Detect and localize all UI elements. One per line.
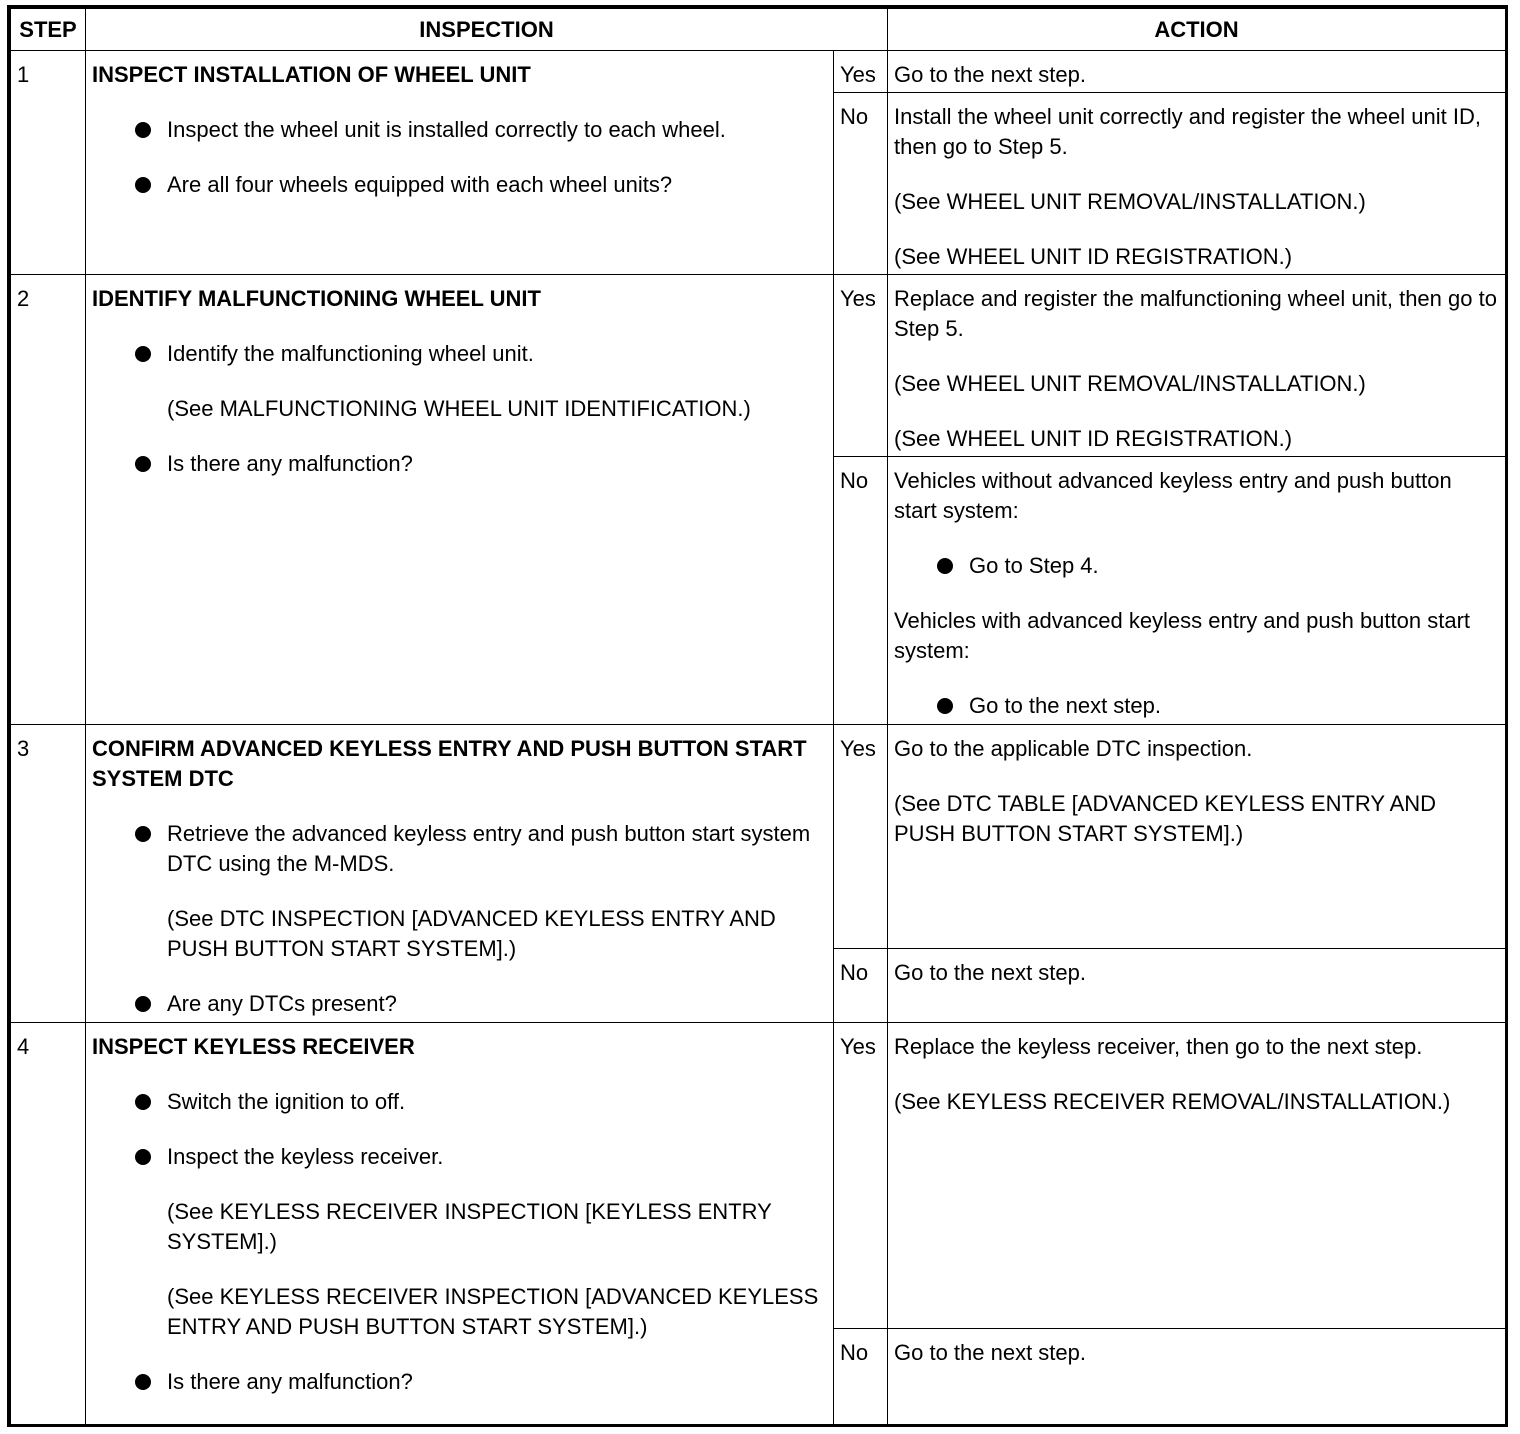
diagnostic-table [10,8,1506,1427]
bullet-icon [135,177,151,193]
diagnostic-procedure-page [7,5,1508,1427]
step-title: CONFIRM ADVANCED KEYLESS ENTRY AND PUSH BUTTON START SYSTEM DTC [92,736,807,791]
table-header-row [11,9,1506,51]
bullet-text: Inspect the wheel unit is installed correctly to each wheel. [167,117,726,142]
list-item [92,449,827,479]
action-text: Go to the next step. [894,62,1087,87]
reference-text: (See MALFUNCTIONING WHEEL UNIT IDENTIFICATION.) [167,396,751,421]
reference-text: (See WHEEL UNIT ID REGISTRATION.) [894,426,1293,451]
list-item [894,551,1499,581]
step-title: INSPECT KEYLESS RECEIVER [92,1034,415,1059]
bullet-text: Retrieve the advanced keyless entry and push button start system DTC using the M-MDS. [167,821,811,876]
action-text: Vehicles without advanced keyless entry and push button start system: [894,468,1452,523]
action-text: Replace the keyless receiver, then go to the next step. [894,1034,1423,1059]
yes-label: Yes [834,1023,888,1329]
yes-label: Yes [834,51,888,93]
list-item [92,1367,827,1397]
bullet-text: Are all four wheels equipped with each wheel units? [167,172,673,197]
bullet-icon [937,698,953,714]
bullet-text: Switch the ignition to off. [167,1089,406,1114]
table-row [11,1023,1506,1329]
list-item [92,170,827,200]
action-text: Go to the applicable DTC inspection. [894,736,1253,761]
step-number: 3 [11,725,86,1023]
no-action [888,1329,1506,1427]
bullet-text: Is there any malfunction? [167,1369,413,1394]
bullet-text: Go to Step 4. [969,553,1099,578]
action-text: Install the wheel unit correctly and register the wheel unit ID, then go to Step 5. [894,104,1481,159]
reference-text: (See KEYLESS RECEIVER REMOVAL/INSTALLATION.) [894,1089,1451,1114]
yes-action [888,725,1506,949]
bullet-text: Are any DTCs present? [167,991,397,1016]
inspection-cell [86,1023,834,1427]
step-title: INSPECT INSTALLATION OF WHEEL UNIT [92,62,531,87]
reference-text: (See WHEEL UNIT REMOVAL/INSTALLATION.) [894,189,1366,214]
bullet-icon [135,996,151,1012]
action-text: Go to the next step. [894,1340,1087,1365]
no-action [888,457,1506,725]
step-title: IDENTIFY MALFUNCTIONING WHEEL UNIT [92,286,541,311]
action-text: Go to the next step. [894,960,1087,985]
yes-label: Yes [834,275,888,457]
table-row [11,275,1506,457]
reference-text: (See KEYLESS RECEIVER INSPECTION [ADVANCED KEYLESS ENTRY AND PUSH BUTTON START SYSTEM].) [167,1284,819,1339]
yes-action [888,275,1506,457]
inspection-cell [86,725,834,1023]
bullet-icon [135,122,151,138]
no-label: No [834,457,888,725]
bullet-icon [135,1374,151,1390]
list-item [92,819,827,879]
bullet-icon [135,826,151,842]
reference-text: (See DTC TABLE [ADVANCED KEYLESS ENTRY AND PUSH BUTTON START SYSTEM].) [894,791,1437,846]
list-item [92,1142,827,1172]
header-action: ACTION [888,9,1506,51]
list-item [92,989,827,1019]
no-label: No [834,1329,888,1427]
bullet-icon [135,456,151,472]
header-step: STEP [11,9,86,51]
step-number: 1 [11,51,86,275]
list-item [92,1087,827,1117]
reference-text: (See DTC INSPECTION [ADVANCED KEYLESS ENTRY AND PUSH BUTTON START SYSTEM].) [167,906,776,961]
bullet-text: Inspect the keyless receiver. [167,1144,444,1169]
reference-text: (See WHEEL UNIT ID REGISTRATION.) [894,244,1293,269]
inspection-cell [86,51,834,275]
bullet-icon [135,1149,151,1165]
step-number: 4 [11,1023,86,1427]
bullet-icon [135,1094,151,1110]
table-row [11,51,1506,93]
no-action [888,93,1506,275]
list-item [894,691,1499,721]
step-number: 2 [11,275,86,725]
list-item [92,115,827,145]
action-text: Replace and register the malfunctioning wheel unit, then go to Step 5. [894,286,1497,341]
bullet-text: Is there any malfunction? [167,451,413,476]
yes-label: Yes [834,725,888,949]
list-item [92,339,827,369]
table-row [11,725,1506,949]
no-label: No [834,949,888,1023]
no-action [888,949,1506,1023]
bullet-text: Go to the next step. [969,693,1162,718]
yes-action [888,1023,1506,1329]
no-label: No [834,93,888,275]
reference-text: (See KEYLESS RECEIVER INSPECTION [KEYLESS ENTRY SYSTEM].) [167,1199,772,1254]
inspection-cell [86,275,834,725]
bullet-icon [135,346,151,362]
action-text: Vehicles with advanced keyless entry and push button start system: [894,608,1471,663]
bullet-icon [937,558,953,574]
bullet-text: Identify the malfunctioning wheel unit. [167,341,534,366]
yes-action [888,51,1506,93]
header-inspection: INSPECTION [86,9,888,51]
reference-text: (See WHEEL UNIT REMOVAL/INSTALLATION.) [894,371,1366,396]
